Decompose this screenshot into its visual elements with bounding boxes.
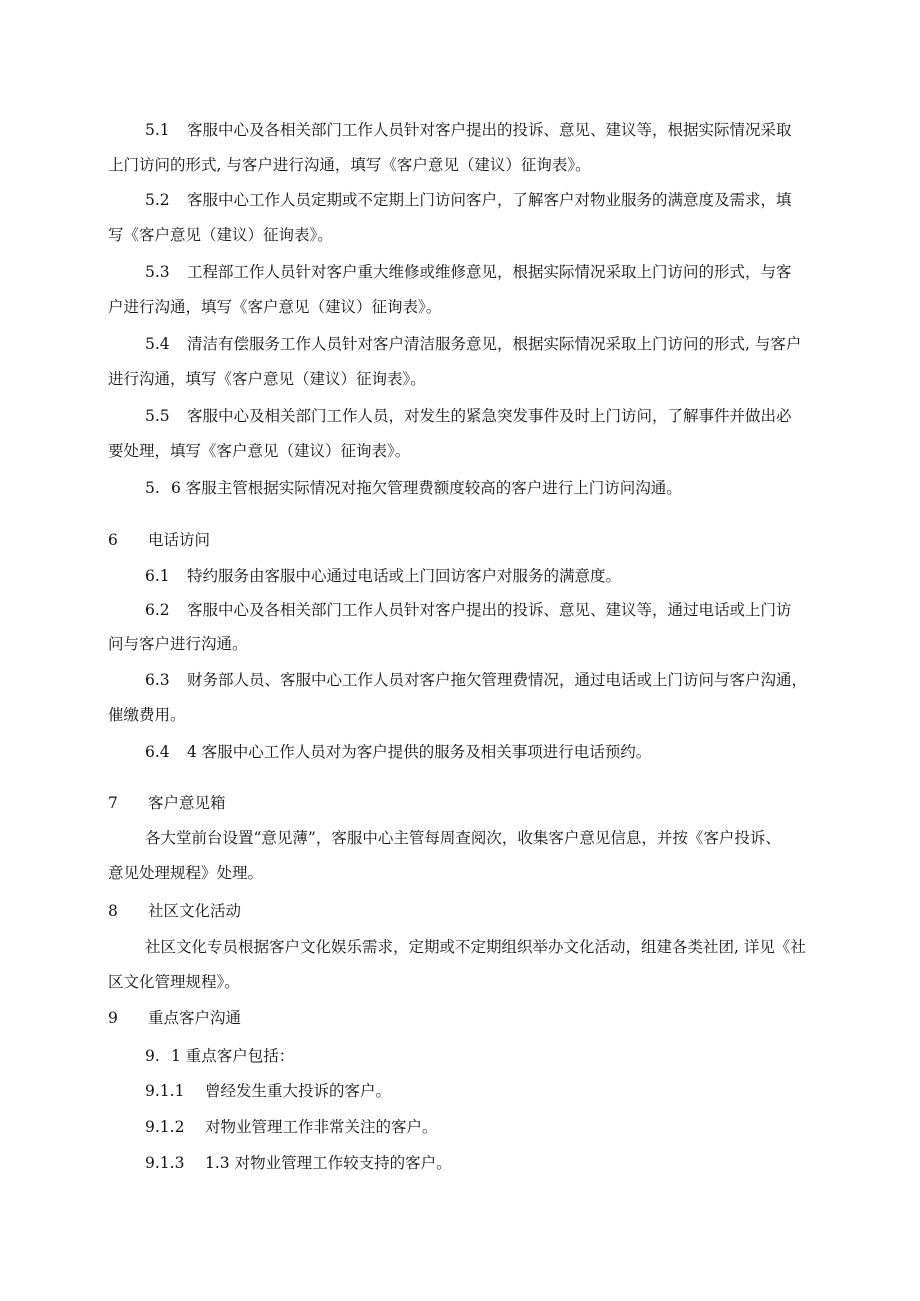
paragraph-text: 客服中心工作人员定期或不定期上门访问客户，了解客户对物业服务的满意度及需求，填 [187, 191, 792, 209]
paragraph-text: 对物业管理工作非常关注的客户。 [205, 1118, 438, 1136]
section-title: 客户意见箱 [148, 794, 226, 812]
section-heading-6 [108, 530, 210, 550]
paragraph-5-3-line-2: 户进行沟通，填写《客户意见（建议）征询表》。 [108, 298, 442, 316]
section-number: 8 [108, 902, 118, 920]
section-number: 9. [145, 1047, 160, 1065]
paragraph-text: 客服中心及各相关部门工作人员针对客户提出的投诉、意见、建议等，通过电话或上门访 [187, 601, 792, 619]
section-number: 5.5 [145, 407, 170, 425]
paragraph-text: 工程部工作人员针对客户重大维修或维修意见，根据实际情况采取上门访问的形式，与客 [187, 263, 792, 281]
section-number: 7 [108, 794, 118, 812]
paragraph-5-1-line-1 [145, 120, 792, 140]
paragraph-9-1-3 [145, 1153, 452, 1173]
section-number: 9.1.2 [145, 1118, 185, 1136]
paragraph-text: 清洁有偿服务工作人员针对客户清洁服务意见，根据实际情况采取上门访问的形式, 与客户 [187, 335, 802, 353]
paragraph-5-6 [145, 478, 682, 498]
paragraph-text: 曾经发生重大投诉的客户。 [205, 1082, 392, 1100]
paragraph-9-1-2 [145, 1117, 438, 1137]
paragraph-5-3-line-1 [145, 262, 792, 282]
paragraph-text: 4 客服中心工作人员对为客户提供的服务及相关事项进行电话预约。 [187, 743, 652, 761]
section-title: 电话访问 [148, 531, 211, 549]
paragraph-6-2-line-2: 问与客户进行沟通。 [108, 635, 248, 653]
paragraph-5-1-line-2: 上门访问的形式, 与客户进行沟通，填写《客户意见（建议）征询表》。 [108, 156, 591, 174]
paragraph-5-4-line-2: 进行沟通，填写《客户意见（建议）征询表》。 [108, 370, 426, 388]
paragraph-6-2-line-1 [145, 600, 792, 620]
paragraph-text: 1 重点客户包括： [171, 1047, 295, 1065]
paragraph-text: 客服中心及各相关部门工作人员针对客户提出的投诉、意见、建议等，根据实际情况采取 [187, 121, 792, 139]
section-number: 6.2 [145, 601, 170, 619]
paragraph-9-1 [145, 1046, 294, 1066]
section-number: 5. [145, 479, 160, 497]
section-number: 9.1.1 [145, 1082, 185, 1100]
section-number: 5.3 [145, 263, 170, 281]
paragraph-text: 客服中心及相关部门工作人员，对发生的紧急突发事件及时上门访问，了解事件并做出必 [187, 407, 792, 425]
paragraph-8-line-2: 区文化管理规程》。 [108, 973, 240, 991]
paragraph-text: 6 客服主管根据实际情况对拖欠管理费额度较高的客户进行上门访问沟通。 [171, 479, 682, 497]
section-number: 5.4 [145, 335, 170, 353]
paragraph-6-3-line-1 [145, 670, 807, 690]
section-number: 5.1 [145, 121, 170, 139]
section-heading-8 [108, 901, 241, 921]
paragraph-8-line-1: 社区文化专员根据客户文化娱乐需求，定期或不定期组织举办文化活动，组建各类社团, 详见《社 [145, 938, 806, 956]
paragraph-5-4-line-1 [145, 334, 801, 354]
section-number: 9 [108, 1009, 118, 1027]
paragraph-6-3-line-2: 催缴费用。 [108, 706, 186, 724]
section-number: 6.1 [145, 567, 170, 585]
paragraph-5-5-line-1 [145, 406, 792, 426]
section-title: 社区文化活动 [148, 902, 242, 920]
paragraph-9-1-1 [145, 1081, 391, 1101]
section-title: 重点客户沟通 [148, 1009, 242, 1027]
section-number: 9.1.3 [145, 1154, 185, 1172]
section-number: 5.2 [145, 191, 170, 209]
paragraph-6-4 [145, 742, 651, 762]
section-heading-7 [108, 793, 226, 813]
paragraph-5-2-line-1 [145, 190, 792, 210]
paragraph-5-2-line-2: 写《客户意见（建议）征询表》。 [108, 226, 333, 244]
section-number: 6.3 [145, 671, 170, 689]
paragraph-text: 特约服务由客服中心通过电话或上门回访客户对服务的满意度。 [187, 567, 622, 585]
section-number: 6 [108, 531, 118, 549]
paragraph-text: 财务部人员、客服中心工作人员对客户拖欠管理费情况，通过电话或上门访问与客户沟通， [187, 671, 808, 689]
paragraph-5-5-line-2: 要处理，填写《客户意见（建议）征询表》。 [108, 442, 411, 460]
paragraph-7-line-1: 各大堂前台设置“意见薄”，客服中心主管每周查阅次，收集客户意见信息，并按《客户投诉、 [145, 829, 781, 847]
paragraph-7-line-2: 意见处理规程》处理。 [108, 864, 264, 882]
paragraph-text: 1.3 对物业管理工作较支持的客户。 [205, 1154, 452, 1172]
paragraph-6-1 [145, 566, 621, 586]
section-heading-9 [108, 1008, 241, 1028]
section-number: 6.4 [145, 743, 170, 761]
